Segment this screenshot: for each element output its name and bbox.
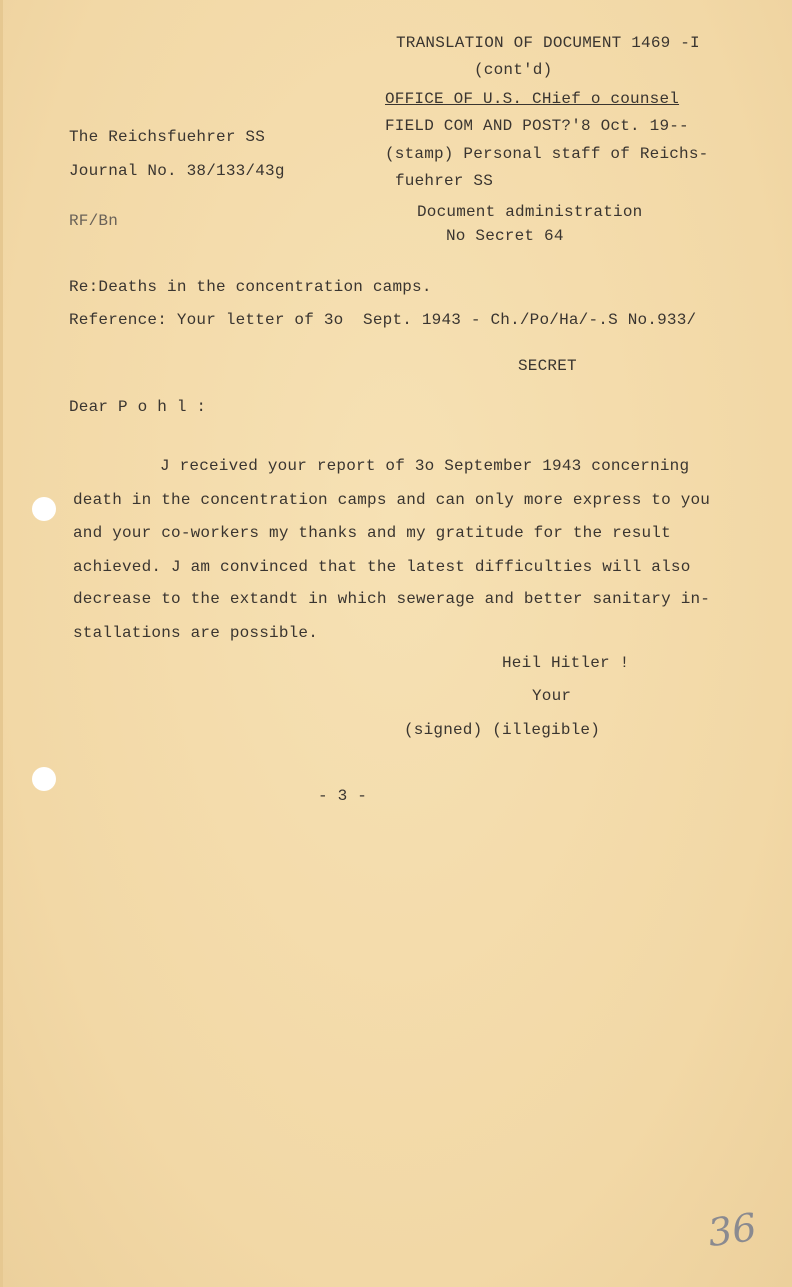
closing-greeting: Heil Hitler !	[502, 654, 630, 672]
paper-edge	[0, 0, 3, 1287]
classification-secret: SECRET	[518, 357, 577, 375]
punch-hole	[32, 767, 56, 791]
field-command-line: FIELD COM AND POST?'8 Oct. 19--	[385, 117, 689, 135]
body-line: achieved. J am convinced that the latest difficulties will also	[73, 558, 691, 576]
continued-label: (cont'd)	[474, 61, 553, 79]
signature: (signed) (illegible)	[404, 721, 601, 739]
body-line: J received your report of 3o September 1943 concerning	[160, 457, 690, 475]
body-line: and your co-workers my thanks and my gratitude for the result	[73, 524, 671, 542]
subject-line: Re:Deaths in the concentration camps.	[69, 278, 432, 296]
sender-title: The Reichsfuehrer SS	[69, 128, 266, 146]
salutation: Dear P o h l :	[69, 398, 207, 416]
body-line: death in the concentration camps and can only more express to you	[73, 491, 711, 509]
handwritten-page-number: 36	[705, 1204, 760, 1256]
punch-hole	[32, 497, 56, 521]
journal-number: Journal No. 38/133/43g	[69, 162, 285, 180]
office-header: OFFICE OF U.S. CHief o counsel	[385, 90, 680, 108]
closing-your: Your	[532, 687, 572, 705]
document-administration: Document administration	[417, 203, 643, 221]
stamp-line-cont: fuehrer SS	[395, 172, 494, 190]
reference-line: Reference: Your letter of 3o Sept. 1943 - Ch./Po/Ha/-.S No.933/	[69, 311, 697, 329]
secret-number: No Secret 64	[446, 227, 564, 245]
document-title: TRANSLATION OF DOCUMENT 1469 -I	[396, 34, 700, 52]
stamp-line: (stamp) Personal staff of Reichs-	[385, 145, 709, 163]
body-line: decrease to the extandt in which sewerage and better sanitary in-	[73, 590, 711, 608]
initials-reference: RF/Bn	[69, 212, 119, 230]
page-number: - 3 -	[318, 787, 368, 805]
body-line: stallations are possible.	[73, 624, 319, 642]
